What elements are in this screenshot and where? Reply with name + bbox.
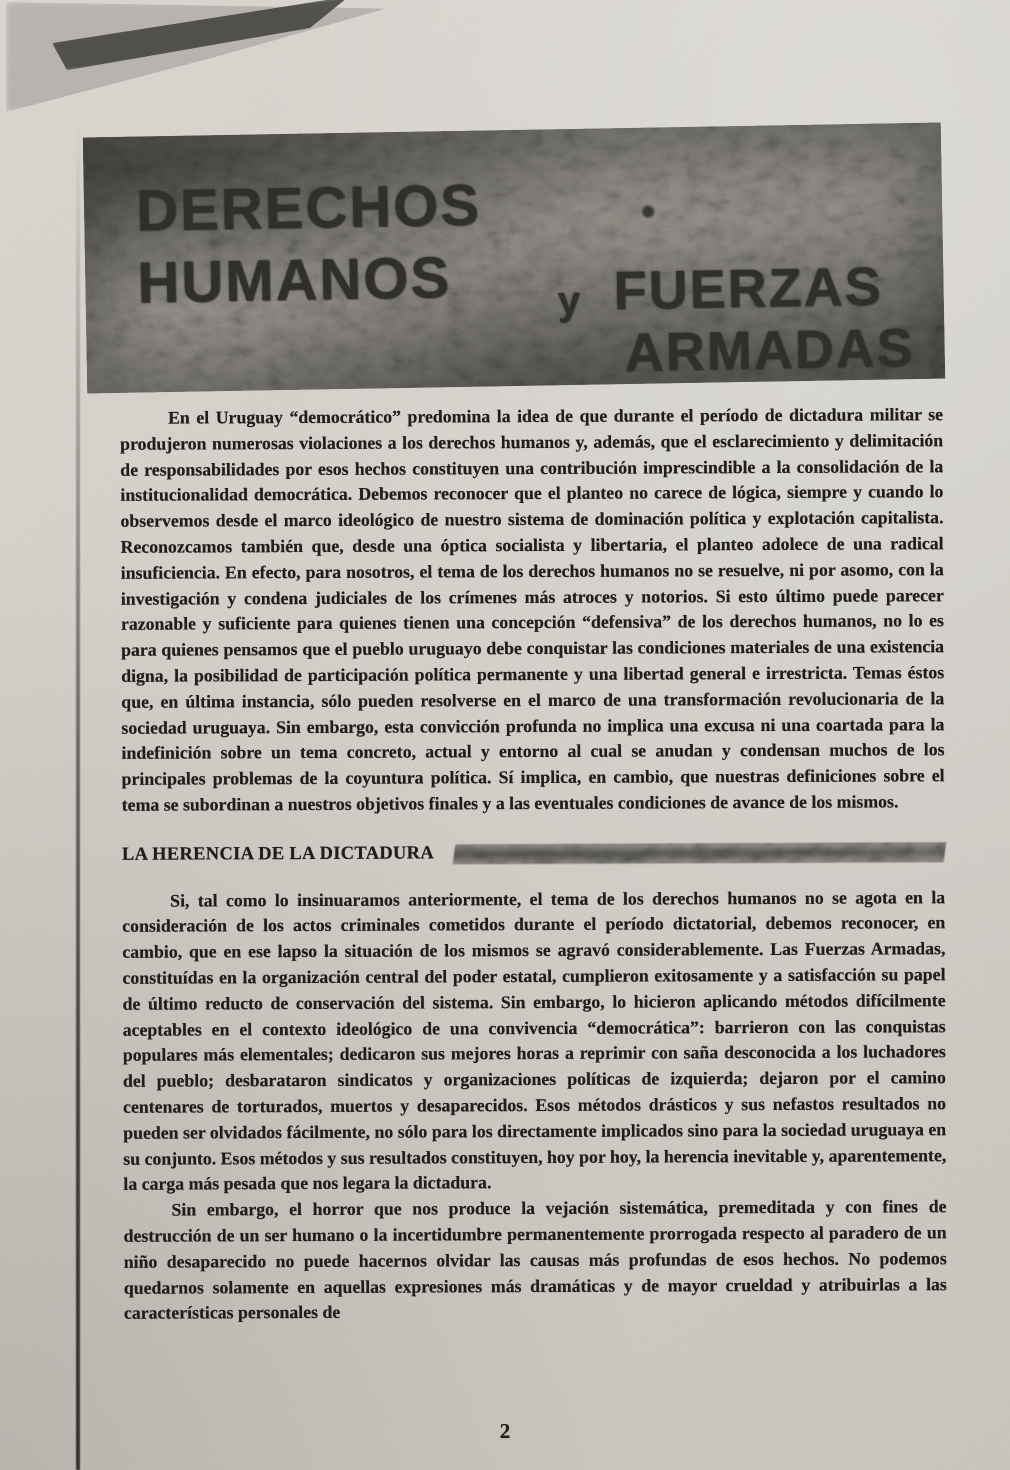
- title-banner: [83, 123, 945, 394]
- section-heading: LA HERENCIA DE LA DICTADURA: [121, 843, 435, 865]
- body-paragraph-1: Si, tal como lo insinuaramos anteriormente, el tema de los derechos humanos no se agota en la consideración de los actos criminales cometidos durante el período dictatorial, debemos reconocer, en cambio, que en ese lapso la situación de los mismos se agravó considerablemente. Las Fuerzas Armadas, constituídas en la organización central del poder estatal, cumplieron exitosamente y a satisfacción su papel de último reducto de conservación del sistema. Sin embargo, lo hicieron aplicando métodos difícilmente aceptables en el contexto ideológico de una convivencia “democrática”: barrieron con las conquistas populares más elementales; dedicaron sus mejores horas a reprimir con saña desconocida a los luchadores del pueblo; desbarataron sindicatos y organizaciones políticas de izquierda; dejaron por el camino centenares de torturados, muertos y desaparecidos. Esos métodos drásticos y sus nefastos resultados no pueden ser olvidados fácilmente, no sólo para los directamente implicados sino para la sociedad uruguaya en su conjunto. Esos métodos y sus resultados constituyen, hoy por hoy, la herencia inevitable y, aparentemente, la carga más pesada que nos legara la dictadura.: [122, 886, 947, 1195]
- page-number: 2: [499, 1419, 511, 1443]
- intro-paragraph: En el Uruguay “democrático” predomina la idea de que durante el período de dictadura militar se produjeron numerosas violaciones a los derechos humanos y, además, que el esclarecimiento y delimitación de responsabilidades por esos hechos constituyen una contribución imprescindible a la consolidación de la institucionalidad democrática. Debemos reconocer que el planteo no carece de lógica, siempre y cuando lo observemos desde el marco ideológico de nuestro sistema de dominación política y explotación capitalista. Reconozcamos también que, desde una óptica socialista y libertaria, el planteo adolece de una radical insuficiencia. En efecto, para nosotros, el tema de los derechos humanos no se resuelve, ni por asomo, con la investigación y condena judiciales de los crímenes más atroces y notorios. Si esto último puede parecer razonable y suficiente para quienes tienen una concepción “defensiva” de los derechos humanos, no lo es para quienes pensamos que el pueblo uruguayo debe conquistar las condiciones materiales de una existencia digna, la posibilidad de participación política permanente y una libertad general e irrestricta. Temas éstos que, en última instancia, sólo pueden resolverse en el marco de una transformación revolucionaria de la sociedad uruguaya. Sin embargo, esta convicción profunda no implica una excusa ni una coartada para la indefinición sobre un tema concreto, actual y entorno al cual se anudan y condensan muchos de los principales problemas de la coyuntura política. Sí implica, en cambio, que nuestras definiciones sobre el tema se subordinan a nuestros objetivos finales y a las eventuales condiciones de avance de los mismos.: [120, 404, 945, 815]
- title-word-derechos: DERECHOS: [135, 172, 482, 244]
- ink-smudge-bar: [453, 842, 947, 864]
- title-word-humanos: HUMANOS: [136, 245, 452, 316]
- page-footer: [0, 1419, 1010, 1444]
- title-word-armadas: ARMADAS: [624, 318, 916, 384]
- title-conjunction: y: [557, 278, 583, 324]
- scan-edge-line: [76, 120, 80, 1470]
- smudge-noise-texture: [453, 842, 947, 864]
- section-heading-row: [122, 839, 945, 868]
- body-paragraph-2: Sin embargo, el horror que nos produce la vejación sistemática, premeditada y con fines de destrucción de un ser humano o la incertidumbre permanentemente prorrogada respecto al paradero de un niño desaparecido no puede hacernos olvidar las causas más profundas de esos hechos. No podemos quedarnos solamente en aquellas expresiones más dramáticas y de mayor crueldad y atribuirlas a las características personales de: [123, 1196, 947, 1324]
- title-word-fuerzas: FUERZAS: [613, 256, 884, 322]
- document-body: [120, 402, 947, 1327]
